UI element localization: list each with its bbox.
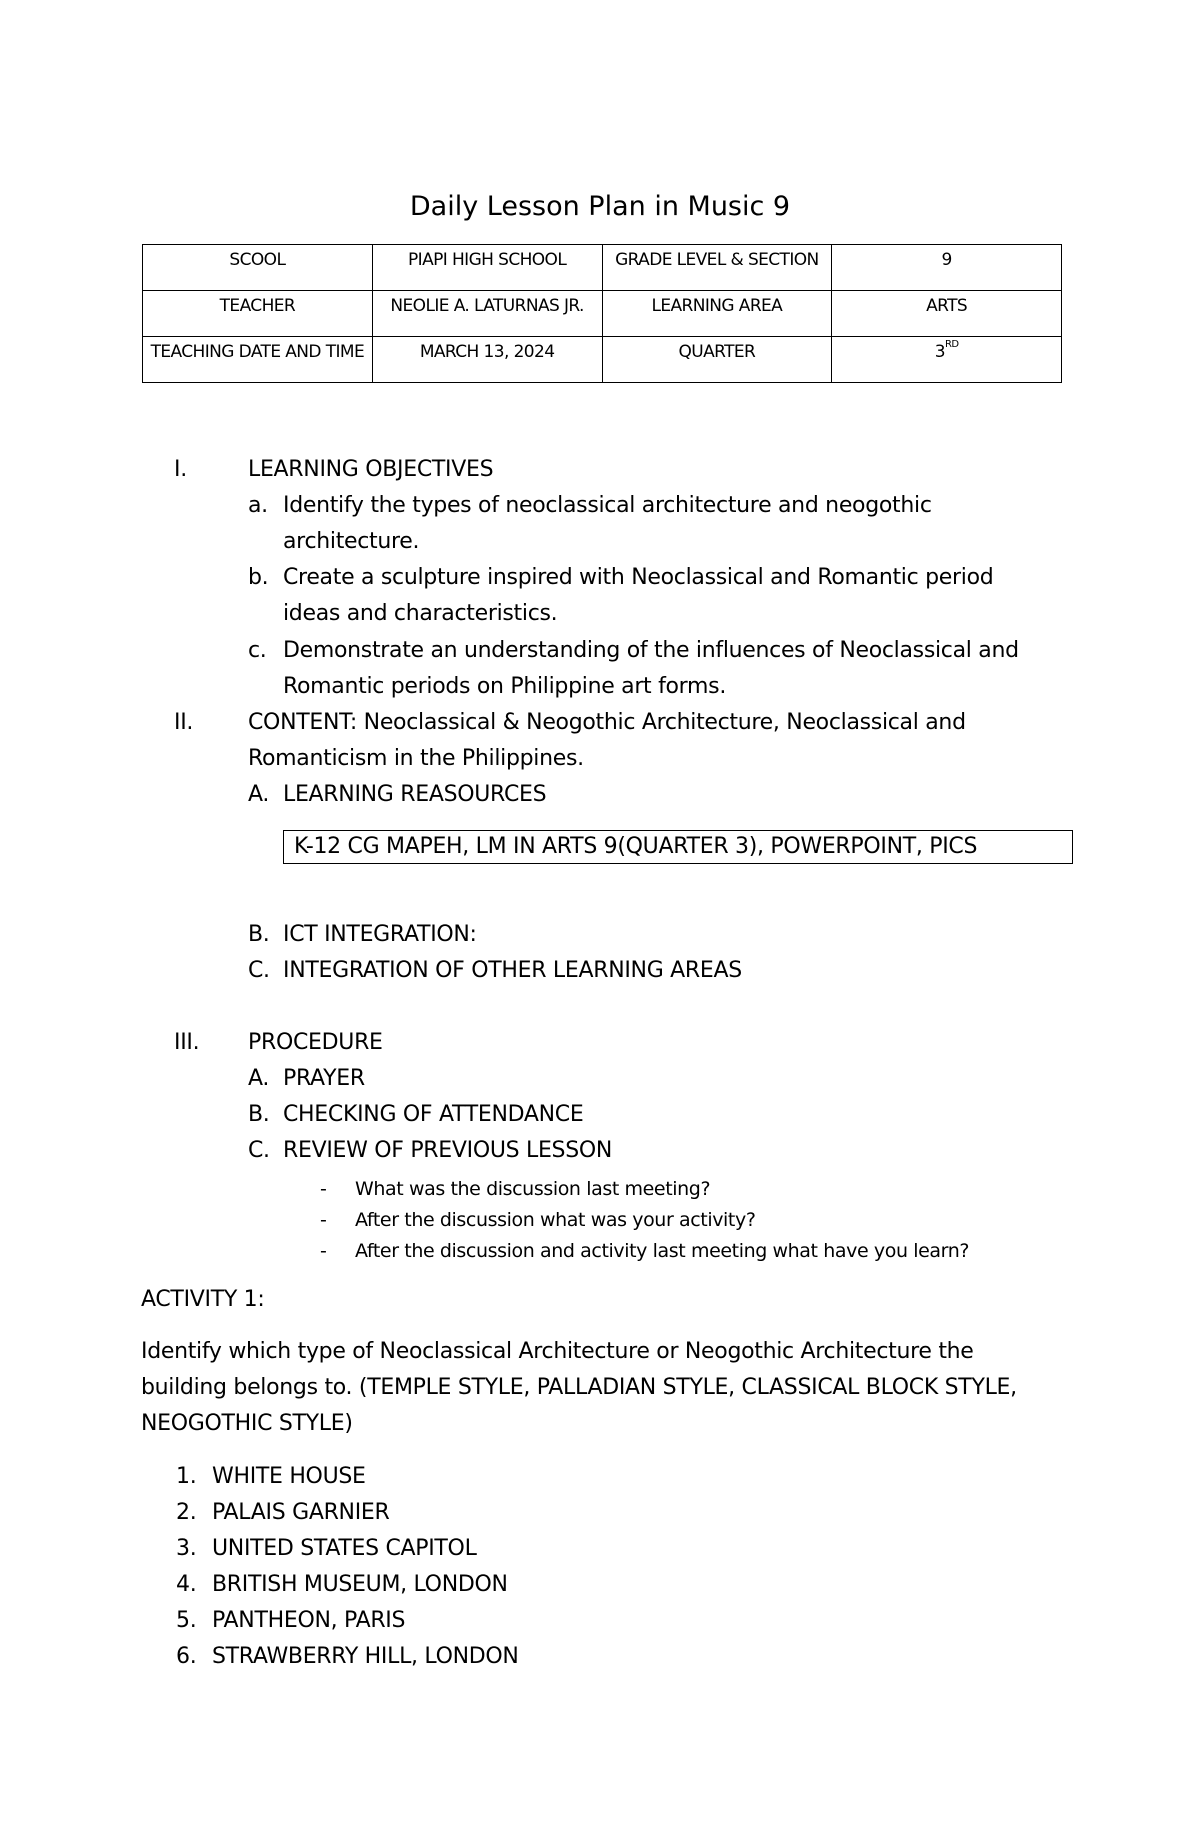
review-question-2: After the discussion what was your activity? [355, 1209, 756, 1231]
review-text: REVIEW OF PREVIOUS LESSON [283, 1138, 613, 1163]
objective-c-line1: Demonstrate an understanding of the influences of Neoclassical and [283, 638, 1019, 663]
attendance-mark: B. [248, 1102, 270, 1127]
content-line2: Romanticism in the Philippines. [248, 746, 584, 771]
attendance-text: CHECKING OF ATTENDANCE [283, 1102, 584, 1127]
review-question-1: What was the discussion last meeting? [355, 1178, 711, 1200]
resources-mark: A. [248, 782, 270, 807]
table-row [143, 245, 1062, 291]
objective-a-line2: architecture. [283, 529, 420, 554]
teacher-label: TEACHER [143, 291, 373, 337]
quarter-label: QUARTER [602, 337, 832, 383]
content-number: II. [174, 710, 194, 735]
activity-item-number: 2. [176, 1500, 197, 1525]
activity-instruction-1: Identify which type of Neoclassical Architecture or Neogothic Architecture the [141, 1339, 974, 1364]
area-value: ARTS [832, 291, 1062, 337]
quarter-suffix: RD [945, 339, 959, 350]
objectives-heading: LEARNING OBJECTIVES [248, 457, 494, 482]
integration-heading: INTEGRATION OF OTHER LEARNING AREAS [283, 958, 742, 983]
quarter-number: 3 [934, 342, 945, 362]
grade-label: GRADE LEVEL & SECTION [602, 245, 832, 291]
integration-mark: C. [248, 958, 270, 983]
question-dash: - [320, 1240, 327, 1262]
activity-heading: ACTIVITY 1: [141, 1287, 265, 1312]
activity-item-number: 6. [176, 1644, 197, 1669]
review-mark: C. [248, 1138, 270, 1163]
objective-a-mark: a. [248, 493, 268, 518]
activity-item-number: 3. [176, 1536, 197, 1561]
objective-a-line1: Identify the types of neoclassical architecture and neogothic [283, 493, 932, 518]
question-dash: - [320, 1178, 327, 1200]
objective-c-line2: Romantic periods on Philippine art forms. [283, 674, 727, 699]
page-title: Daily Lesson Plan in Music 9 [409, 191, 791, 222]
activity-item: PANTHEON, PARIS [212, 1608, 406, 1633]
objective-b-mark: b. [248, 565, 269, 590]
question-dash: - [320, 1209, 327, 1231]
activity-item-number: 4. [176, 1572, 197, 1597]
objectives-number: I. [174, 457, 187, 482]
objective-c-mark: c. [248, 638, 267, 663]
activity-item-number: 1. [176, 1464, 197, 1489]
date-label: TEACHING DATE AND TIME [143, 337, 373, 383]
grade-value: 9 [832, 245, 1062, 291]
lesson-info-table [142, 244, 1062, 383]
table-row [143, 291, 1062, 337]
quarter-value [832, 337, 1062, 383]
school-label: SCOOL [143, 245, 373, 291]
review-question-3: After the discussion and activity last meeting what have you learn? [355, 1240, 970, 1262]
activity-item-number: 5. [176, 1608, 197, 1633]
content-line1: CONTENT: Neoclassical & Neogothic Architecture, Neoclassical and [248, 710, 966, 735]
prayer-mark: A. [248, 1066, 270, 1091]
procedure-heading: PROCEDURE [248, 1030, 383, 1055]
ict-mark: B. [248, 922, 270, 947]
date-value: MARCH 13, 2024 [372, 337, 602, 383]
activity-instruction-2: building belongs to. (TEMPLE STYLE, PALLADIAN STYLE, CLASSICAL BLOCK STYLE, [141, 1375, 1017, 1400]
resources-box: K-12 CG MAPEH, LM IN ARTS 9(QUARTER 3), POWERPOINT, PICS [283, 830, 1073, 864]
procedure-number: III. [174, 1030, 200, 1055]
activity-item: WHITE HOUSE [212, 1464, 366, 1489]
activity-item: PALAIS GARNIER [212, 1500, 390, 1525]
table-row [143, 337, 1062, 383]
activity-item: STRAWBERRY HILL, LONDON [212, 1644, 519, 1669]
objective-b-line1: Create a sculpture inspired with Neoclassical and Romantic period [283, 565, 994, 590]
resources-heading: LEARNING REASOURCES [283, 782, 547, 807]
objective-b-line2: ideas and characteristics. [283, 601, 558, 626]
teacher-value: NEOLIE A. LATURNAS JR. [372, 291, 602, 337]
activity-item: UNITED STATES CAPITOL [212, 1536, 477, 1561]
activity-item: BRITISH MUSEUM, LONDON [212, 1572, 508, 1597]
school-value: PIAPI HIGH SCHOOL [372, 245, 602, 291]
activity-instruction-3: NEOGOTHIC STYLE) [141, 1411, 353, 1436]
ict-heading: ICT INTEGRATION: [283, 922, 477, 947]
prayer-text: PRAYER [283, 1066, 365, 1091]
area-label: LEARNING AREA [602, 291, 832, 337]
